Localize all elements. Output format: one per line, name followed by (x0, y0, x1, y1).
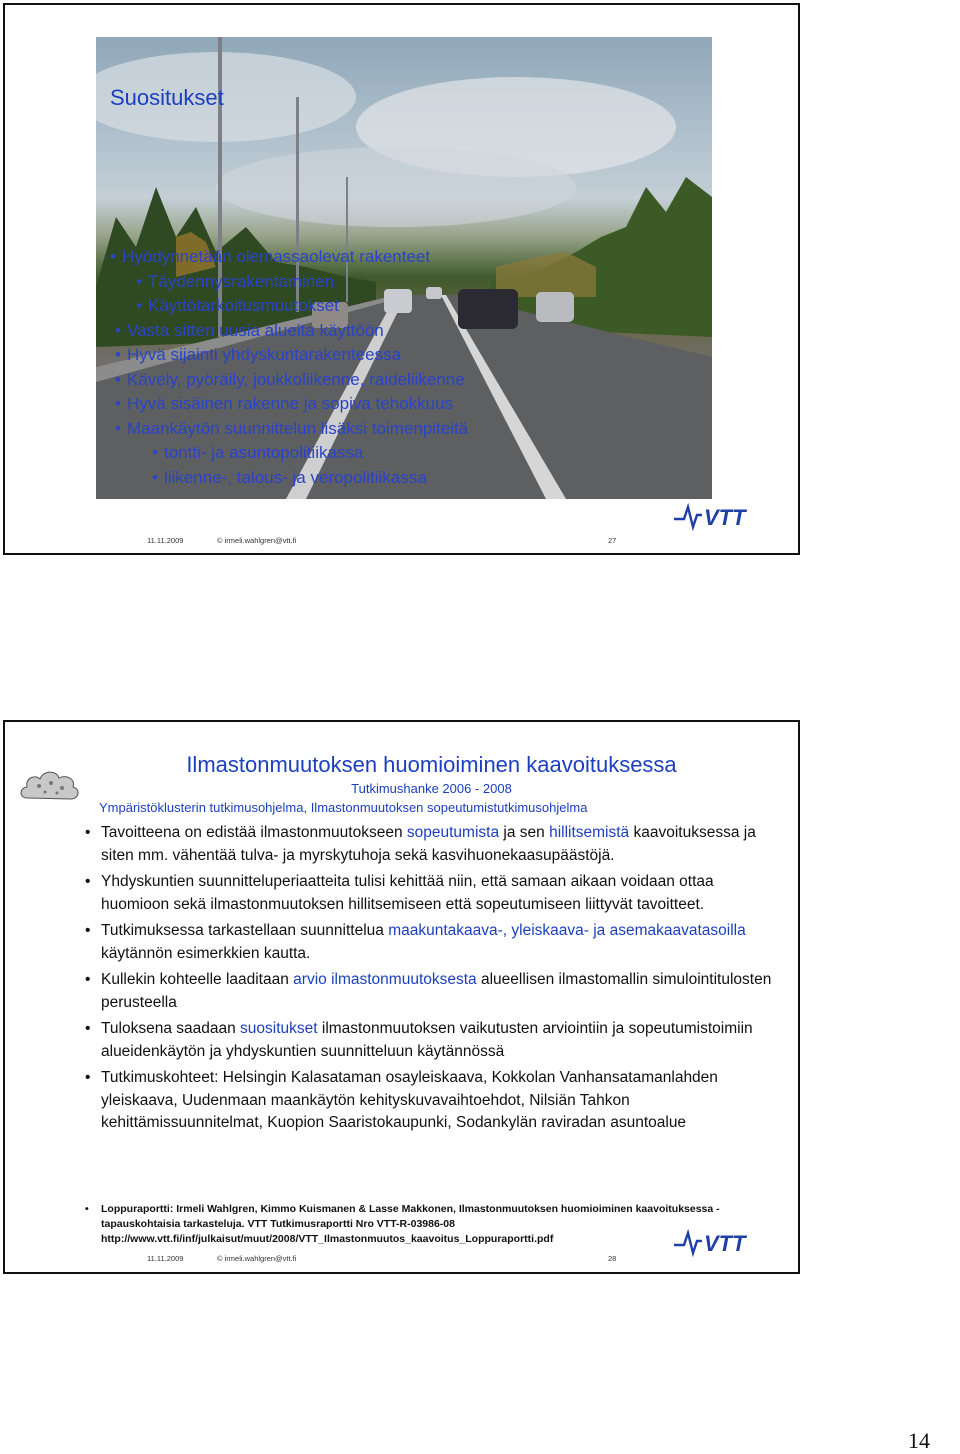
list-item-text: Täydennysrakentaminen (148, 271, 335, 291)
bullet: • (136, 296, 142, 315)
footer-date: 11.11.2009 (147, 1254, 184, 1263)
bullet: • (115, 345, 121, 364)
list-item-text: tontti- ja asuntopolitiikassa (164, 443, 364, 462)
list-item (110, 441, 468, 466)
list-item (110, 319, 468, 344)
list-item-text: Hyödynnetään olemassaolevat rakenteet (122, 247, 431, 266)
slide-number: 28 (608, 1254, 617, 1263)
svg-text:VTT: VTT (704, 505, 746, 530)
list-item (110, 417, 468, 442)
list-item (110, 270, 468, 295)
list-item-text: Hyvä sisäinen rakenne ja sopiva tehokkuus (127, 394, 454, 413)
vtt-logo (672, 1227, 768, 1257)
research-programme: Ympäristöklusterin tutkimusohjelma, Ilmastonmuutoksen sopeutumistutkimusohjelma (99, 800, 588, 815)
slide-top-bar (5, 722, 798, 744)
list-item: • Loppuraportti: Irmeli Wahlgren, Kimmo Kuismanen & Lasse Makkonen, Ilmastonmuutoksen huomioiminen kaavoituksessa - tapauskohtaisia tarkasteluja. VTT Tutkimusraportti Nro VTT-R-03986-08 http://www.vtt.fi/inf/julkaisut/muut/2008/VTT_Ilmastonmuutos_kaavoitus_Loppuraportti.pdf (83, 1202, 763, 1247)
bullet: • (115, 418, 121, 438)
list-item (110, 392, 468, 417)
bullet: • (152, 443, 158, 462)
list-item (110, 245, 468, 270)
bullet: • (115, 369, 121, 389)
bullet: • (152, 467, 158, 487)
list-item-text: liikenne-, talous- ja veropolitiikassa (164, 467, 427, 487)
slide-28 (3, 720, 800, 1274)
slide-title: Suositukset (110, 85, 224, 110)
list-item: • Tutkimuksessa tarkastellaan suunnittelua maakuntakaava-, yleiskaava- ja asemakaavatasoilla käytännön esimerkkien kautta. (83, 920, 773, 965)
list-item-text: Hyvä sijainti yhdyskuntarakenteessa (127, 345, 402, 364)
bullet: • (136, 271, 142, 291)
list-item: • Kullekin kohteelle laaditaan arvio ilmastonmuutoksesta alueellisen ilmastomallin simulointitulosten perusteella (83, 969, 773, 1014)
slide-27 (3, 3, 800, 555)
footer-date: 11.11.2009 (147, 536, 184, 545)
footer-email: © irmeli.wahlgren@vtt.fi (217, 1254, 297, 1263)
list-item: • Yhdyskuntien suunnitteluperiaatteita tulisi kehittää niin, että samaan aikaan voidaan ottaa huomioon sekä ilmastonmuutoksen hillitsemiseen että sopeutumiseen liittyvät tavoitteet. (83, 871, 773, 916)
slide-title: Ilmastonmuutoksen huomioiminen kaavoituksessa (186, 752, 677, 777)
project-period: Tutkimushanke 2006 - 2008 (351, 781, 512, 796)
list-item (110, 343, 468, 368)
svg-text:VTT: VTT (704, 1231, 746, 1256)
vtt-logo (672, 501, 768, 531)
bullet: • (115, 320, 121, 340)
list-item-text: Kävely, pyöräily, joukkoliikenne, raideliikenne (127, 369, 465, 389)
recommendation-list (110, 245, 468, 490)
slide-top-bar (5, 5, 798, 27)
list-item-text: Maankäytön suunnittelun lisäksi toimenpiteitä (127, 418, 469, 438)
list-item (110, 294, 468, 319)
project-description (83, 822, 773, 1139)
list-item: • Tuloksena saadaan suositukset ilmastonmuutoksen vaikutusten arviointiin ja sopeutumistoimiin alueidenkäytön ja yhdyskuntien suunnitteluun käytännössä (83, 1018, 773, 1063)
list-item: • Tavoitteena on edistää ilmastonmuutokseen sopeutumista ja sen hillitsemistä kaavoituksessa ja siten mm. vähentää tulva- ja myrskytuhoja sekä kasvihuonekaasupäästöjä. (83, 822, 773, 867)
list-item (110, 368, 468, 393)
final-report-reference (83, 1202, 763, 1247)
bullet: • (110, 247, 116, 266)
list-item-text: Käyttötarkoitusmuutokset (148, 296, 339, 315)
list-item: • Tutkimuskohteet: Helsingin Kalasataman osayleiskaava, Kokkolan Vanhansatamanlahden yleiskaava, Uudenmaan maankäytön kehityskuvavaihtoehdot, Nilsiän Tahkon kehittämissuunnitelmat, Kuopion Saaristokaupunki, Sodankylän raviradan asuntoalue (83, 1067, 773, 1135)
list-item-text: Vasta sitten uusia alueita käyttöön (127, 320, 384, 340)
bullet: • (115, 394, 121, 413)
page-number: 14 (908, 1428, 930, 1453)
footer-email: © irmeli.wahlgren@vtt.fi (217, 536, 297, 545)
list-item (110, 466, 468, 491)
slide-number: 27 (608, 536, 617, 545)
